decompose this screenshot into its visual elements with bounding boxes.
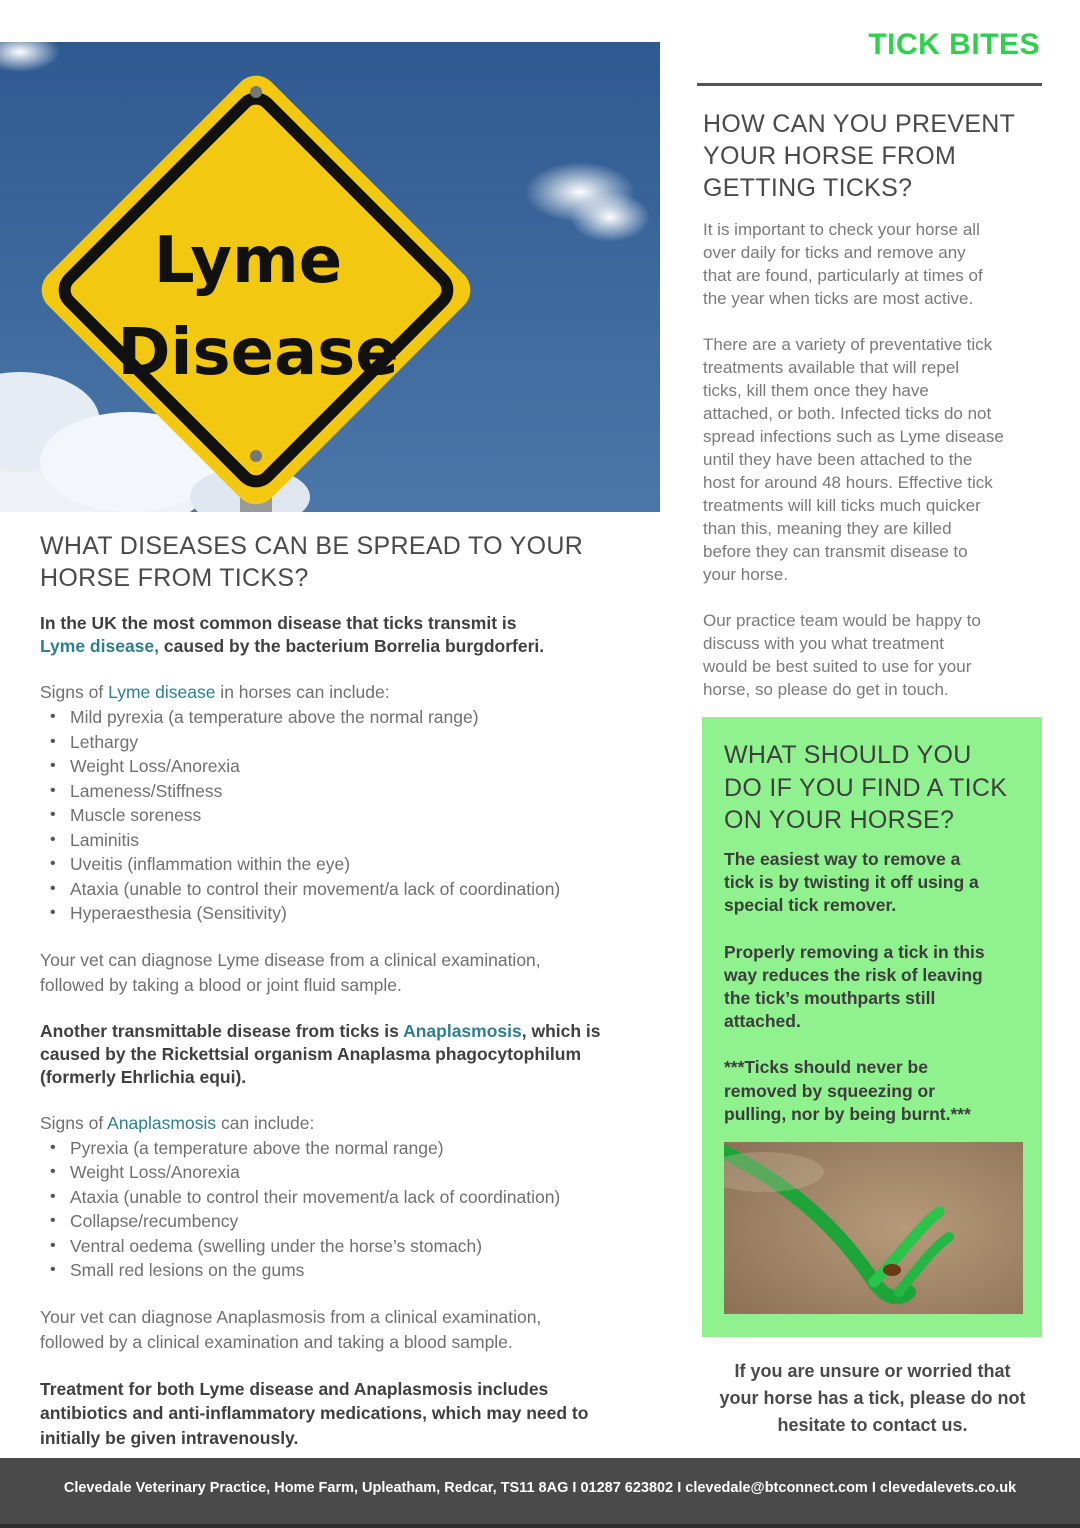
text-line: than this, meaning they are killed	[703, 519, 952, 538]
text-line: ***Ticks should never be	[724, 1057, 928, 1078]
prevent-para-1	[703, 218, 1058, 310]
footer-bottom-line	[0, 1524, 1080, 1528]
list-item: • Small red lesions on the gums	[50, 1258, 660, 1283]
tick-removal-box	[702, 717, 1042, 1337]
anaplasmosis-intro	[40, 1020, 660, 1089]
tick-removal-para-1	[724, 848, 1024, 918]
anaplasmosis-intro-line3: (formerly Ehrlichia equi).	[40, 1066, 247, 1087]
diseases-heading: WHAT DISEASES CAN BE SPREAD TO YOUR HORSE FROM TICKS?	[40, 532, 584, 592]
tick-remover-photo	[724, 1142, 1023, 1314]
text-line: treatments available that will repel	[703, 358, 960, 377]
text-line: attached, or both. Infected ticks do not	[703, 404, 992, 423]
sign-bolt-top	[250, 86, 262, 98]
anaplasmosis-intro-line2: caused by the Rickettsial organism Anaplasma phagocytophilum	[40, 1043, 582, 1064]
prevent-heading	[703, 108, 1058, 204]
contact-note	[700, 1358, 1045, 1439]
lyme-diagnosis	[40, 948, 660, 998]
lyme-signs-intro	[40, 680, 660, 705]
prevent-heading-line3: GETTING TICKS?	[703, 174, 913, 202]
header-divider	[697, 83, 1042, 86]
lyme-signs-pre: Signs of	[40, 682, 109, 702]
text-line: The easiest way to remove a	[724, 849, 961, 869]
treatment-text	[40, 1377, 660, 1451]
lyme-intro	[40, 612, 660, 658]
anaplasmosis-intro-line1	[40, 1020, 660, 1043]
text-line: attached.	[724, 1011, 801, 1032]
tick-removal-heading-line2: DO IF YOU FIND A TICK	[724, 773, 1008, 802]
sign-bolt-bottom	[250, 450, 262, 462]
anaplasmosis-diagnosis	[40, 1305, 660, 1355]
text-line: over daily for ticks and remove any	[703, 243, 966, 262]
treatment-line1: Treatment for both Lyme disease and Anaplasmosis includes	[40, 1378, 549, 1399]
list-item: • Weight Loss/Anorexia	[50, 1160, 660, 1185]
text-line: your horse.	[703, 565, 789, 584]
list-item: • Ataxia (unable to control their movement/a lack of coordination)	[50, 1185, 660, 1210]
text-line: that are found, particularly at times of	[703, 266, 983, 285]
tick-removal-heading-line3: ON YOUR HORSE?	[724, 806, 955, 834]
anaplasmosis-signs-link[interactable]: Anaplasmosis	[107, 1112, 217, 1133]
text-line: It is important to check your horse all	[703, 220, 980, 239]
lyme-signs-link[interactable]: Lyme disease	[108, 682, 216, 702]
list-item: • Lameness/Stiffness	[50, 779, 660, 804]
sign-text-line2: Disease	[117, 316, 399, 390]
ana-signs-pre: Signs of	[40, 1112, 108, 1133]
list-item: • Ataxia (unable to control their movement/a lack of coordination)	[50, 877, 660, 902]
list-item: • Laminitis	[50, 828, 660, 853]
anaplasmosis-signs-intro	[40, 1111, 660, 1136]
lyme-intro-line2	[40, 635, 660, 658]
list-item: • Weight Loss/Anorexia	[50, 754, 660, 779]
text-line: Our practice team would be happy to	[703, 611, 981, 630]
hero-image	[0, 42, 660, 512]
ana-diagnosis-line2: followed by a clinical examination and taking a blood sample.	[40, 1331, 513, 1352]
text-line: ticks, kill them once they have	[703, 381, 929, 400]
tick-removal-heading-line1: WHAT SHOULD YOU	[724, 741, 972, 769]
list-item: • Lethargy	[50, 730, 660, 755]
text-line: discuss with you what treatment	[703, 634, 944, 653]
tick-removal-heading	[724, 739, 1024, 837]
contact-note-line2: your horse has a tick, please do not	[719, 1388, 1026, 1408]
lyme-intro-line1: In the UK the most common disease that ticks transmit is	[40, 613, 517, 633]
text-line: Properly removing a tick in this	[724, 941, 985, 962]
tick-removal-text	[724, 848, 1024, 1149]
tick-icon	[883, 1264, 901, 1276]
prevent-para-2	[703, 333, 1058, 586]
ana-signs-post: can include:	[216, 1112, 315, 1133]
tick-removal-warning	[724, 1056, 1024, 1126]
left-column	[40, 530, 660, 1450]
contact-note-line3: hesitate to contact us.	[777, 1415, 968, 1435]
prevent-heading-line1: HOW CAN YOU PREVENT	[703, 110, 1016, 138]
list-item: • Mild pyrexia (a temperature above the normal range)	[50, 705, 660, 730]
text-line: host for around 48 hours. Effective tick	[703, 473, 993, 492]
text-line: There are a variety of preventative tick	[703, 335, 993, 354]
treatment-line2: antibiotics and anti-inflammatory medications, which may need to	[40, 1403, 589, 1423]
tick-removal-para-2	[724, 941, 1024, 1034]
lyme-signs-post: in horses can include:	[215, 682, 390, 702]
list-item: • Muscle soreness	[50, 803, 660, 828]
list-item: • Ventral oedema (swelling under the horse’s stomach)	[50, 1234, 660, 1259]
anaplasmosis-signs-list	[50, 1136, 660, 1283]
anaplasmosis-intro-pre: Another transmittable disease from ticks is	[40, 1020, 404, 1041]
text-line: horse, so please do get in touch.	[703, 680, 949, 699]
text-line: the year when ticks are most active.	[703, 289, 974, 308]
lyme-diagnosis-line1: Your vet can diagnose Lyme disease from a clinical examination,	[40, 949, 541, 970]
text-line: would be best suited to use for your	[703, 657, 972, 676]
list-item: • Pyrexia (a temperature above the normal range)	[50, 1136, 660, 1161]
prevent-para-3	[703, 609, 1058, 701]
sign-text-line1: Lyme	[153, 224, 343, 298]
text-line: pulling, nor by being burnt.***	[724, 1103, 971, 1124]
anaplasmosis-intro-post: , which is	[521, 1020, 601, 1041]
list-item: • Uveitis (inflammation within the eye)	[50, 852, 660, 877]
text-line: treatments will kill ticks much quicker	[703, 496, 981, 515]
prevent-heading-line2: YOUR HORSE FROM	[703, 142, 957, 170]
text-line: tick is by twisting it off using a	[724, 872, 979, 893]
contact-note-line1: If you are unsure or worried that	[734, 1361, 1011, 1381]
text-line: until they have been attached to the	[703, 450, 973, 469]
text-line: special tick remover.	[724, 895, 897, 916]
right-column	[703, 108, 1058, 701]
lyme-diagnosis-line2: followed by taking a blood or joint fluid sample.	[40, 974, 402, 995]
lyme-intro-cause: caused by the bacterium Borrelia burgdorferi.	[159, 636, 545, 656]
tick-remover-illustration	[724, 1142, 1023, 1314]
page-tag: TICK BITES	[868, 28, 1040, 61]
footer-contact: Clevedale Veterinary Practice, Home Farm, Upleatham, Redcar, TS11 8AG I 01287 623802 I clevedale@btconnect.com I clevedalevets.co.uk	[63, 1480, 1017, 1496]
treatment-line3: initially be given intravenously.	[40, 1427, 299, 1448]
text-line: spread infections such as Lyme disease	[703, 427, 1004, 446]
text-line: removed by squeezing or	[724, 1080, 936, 1101]
ana-diagnosis-line1: Your vet can diagnose Anaplasmosis from a clinical examination,	[40, 1306, 542, 1327]
list-item: • Hyperaesthesia (Sensitivity)	[50, 901, 660, 926]
lyme-disease-link[interactable]: Lyme disease,	[40, 636, 160, 656]
lyme-signs-list	[50, 705, 660, 926]
text-line: the tick’s mouthparts still	[724, 988, 936, 1009]
lyme-sign-illustration	[0, 42, 660, 512]
text-line: before they can transmit disease to	[703, 542, 968, 561]
text-line: way reduces the risk of leaving	[724, 964, 983, 985]
footer	[0, 1458, 1080, 1528]
anaplasmosis-link[interactable]: Anaplasmosis	[403, 1020, 522, 1041]
list-item: • Collapse/recumbency	[50, 1209, 660, 1234]
